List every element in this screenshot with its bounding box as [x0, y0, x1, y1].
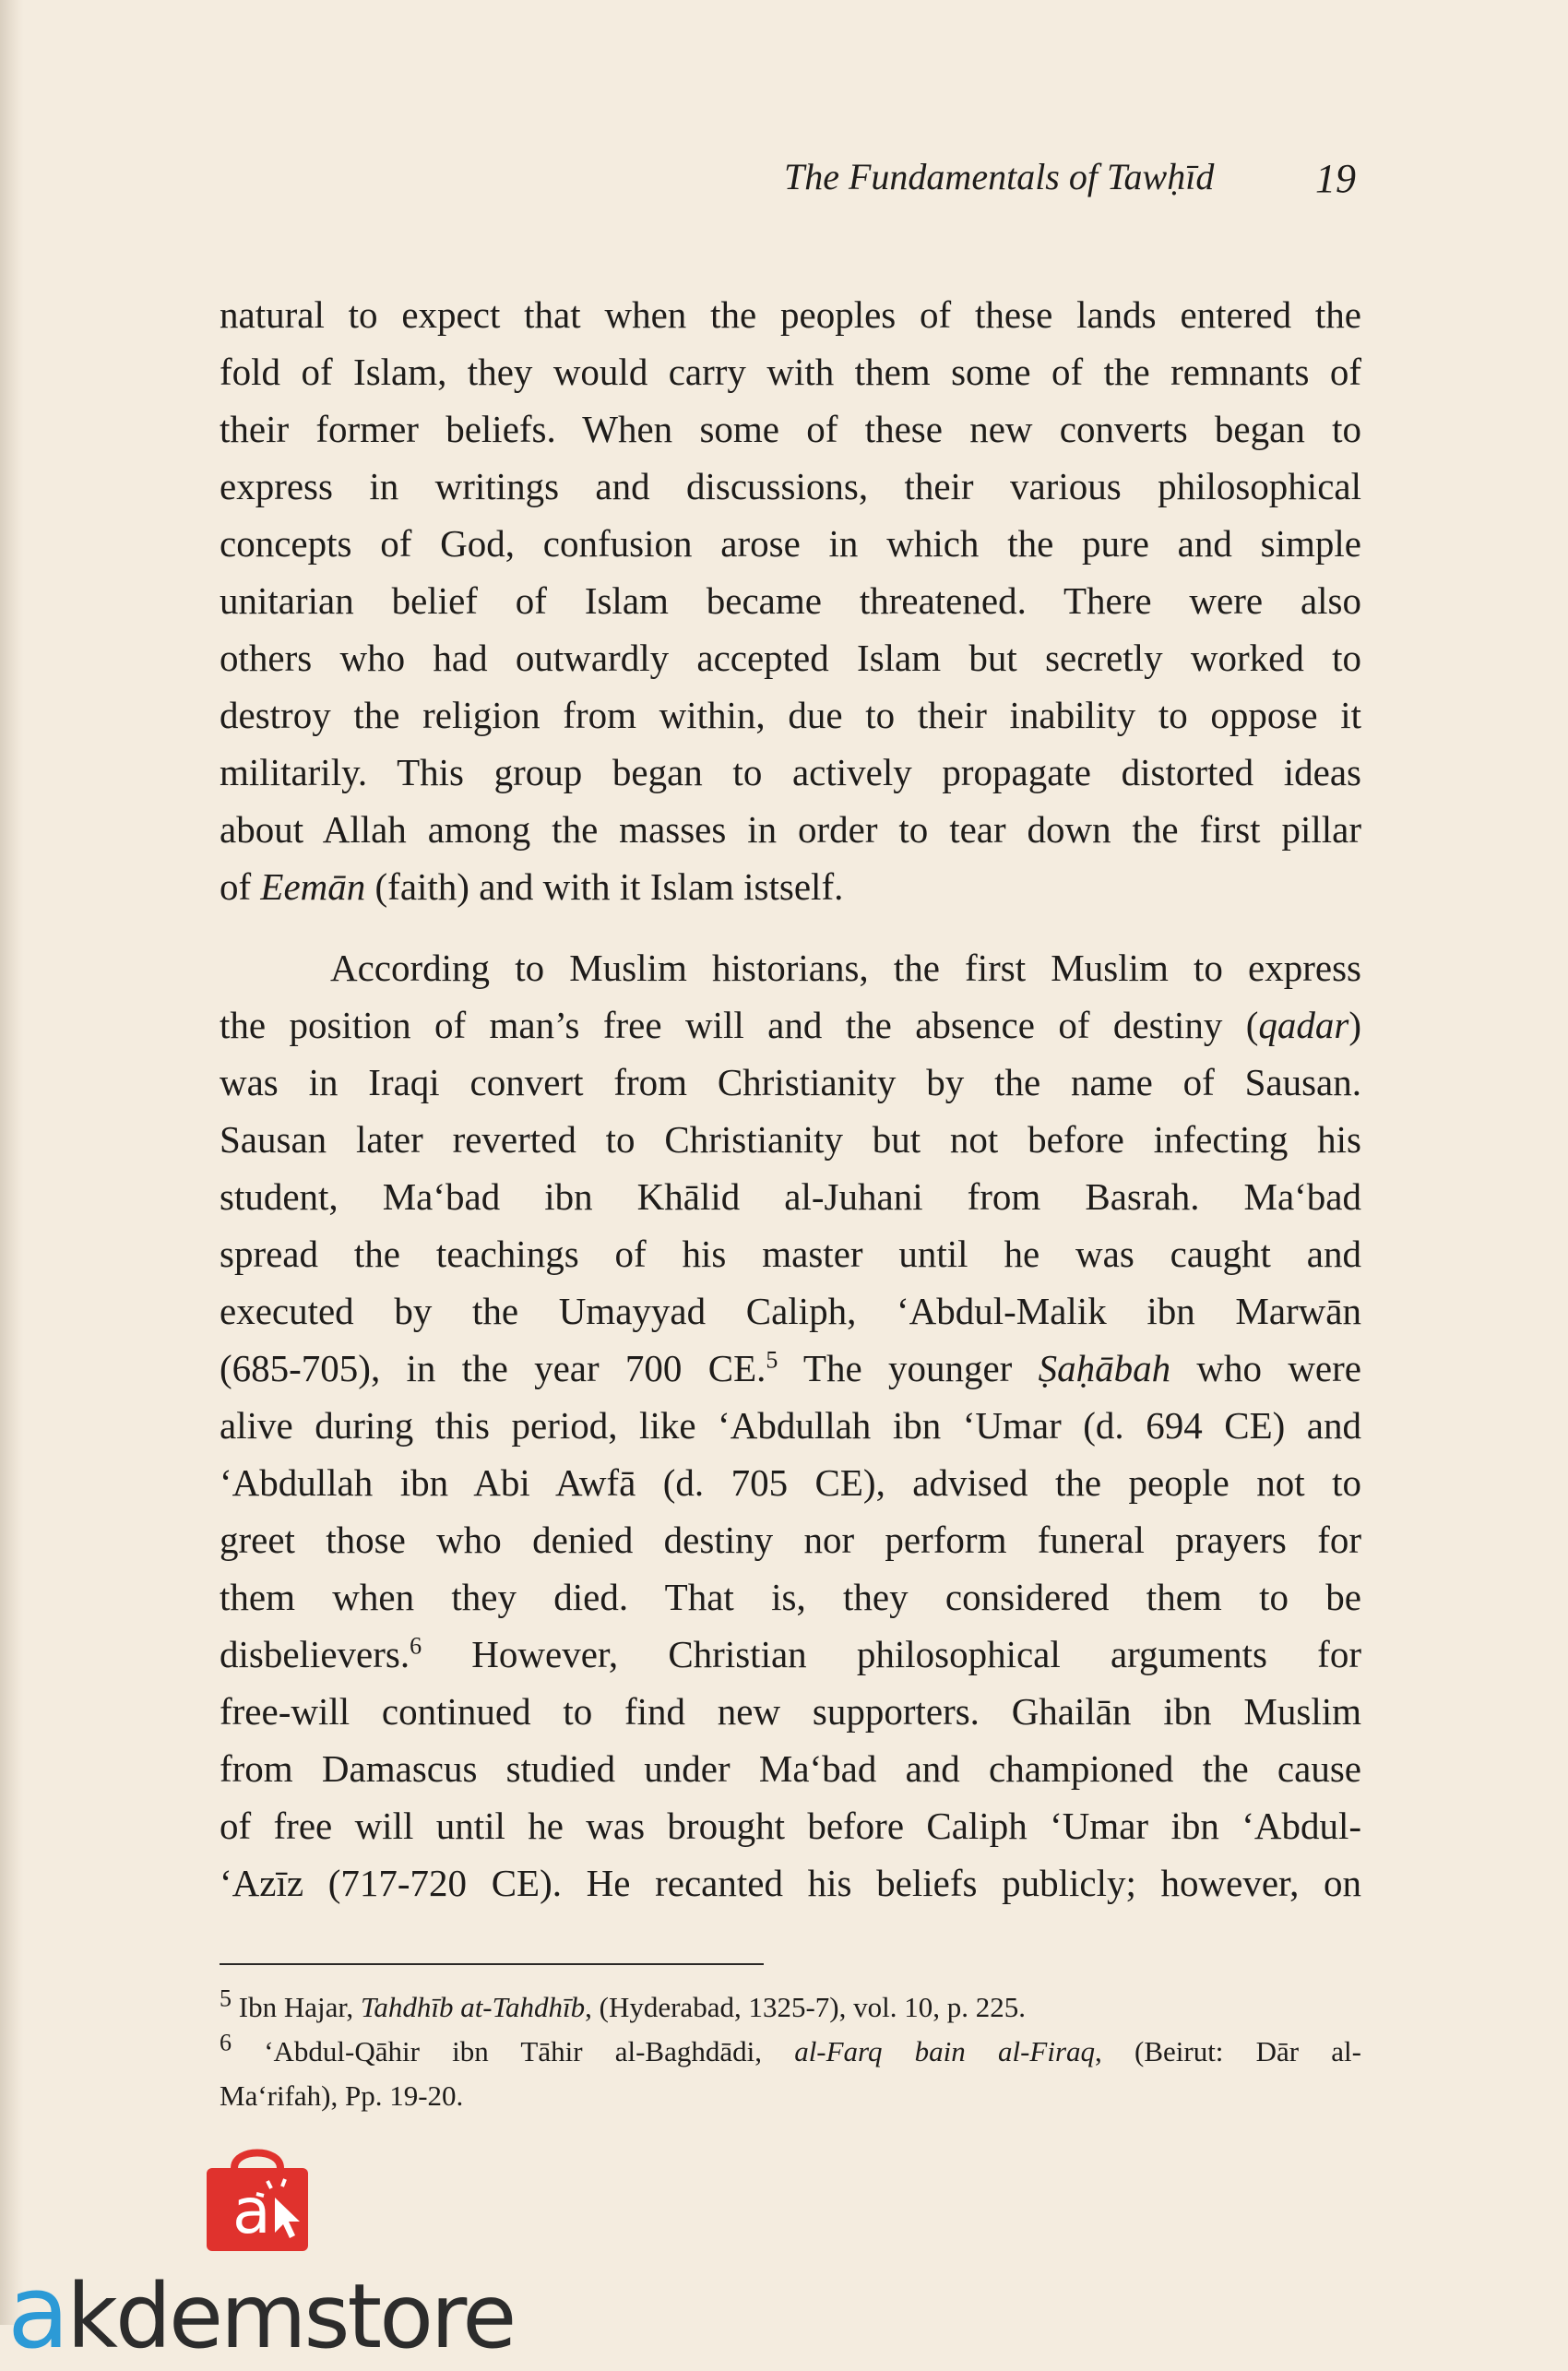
footnote-ref[interactable]: 6 [410, 1632, 422, 1660]
text-line: executed by the Umayyad Caliph, ‘Abdul-Malik ibn Marwān [220, 1290, 1361, 1332]
text-line [220, 1626, 1361, 1683]
text-line: of free will until he was brought before Caliph ‘Umar ibn ‘Abdul- [220, 1805, 1361, 1847]
footnote-separator [220, 1963, 764, 1965]
text-line: ‘Azīz (717-720 CE). He recanted his beliefs publicly; however, on [220, 1862, 1361, 1904]
running-title: The Fundamentals of Tawḥīd [784, 156, 1215, 197]
text-run: the position of man’s free will and the absence of destiny ( [220, 1004, 1259, 1046]
svg-text:a: a [232, 2175, 271, 2248]
italic-term: Eemān [260, 865, 366, 908]
text-line: was in Iraqi convert from Christianity by the name of Sausan. [220, 1061, 1361, 1103]
text-line: them when they died. That is, they considered them to be [220, 1576, 1361, 1618]
text-line: free-will continued to find new supporters. Ghailān ibn Muslim [220, 1690, 1361, 1733]
text-line: others who had outwardly accepted Islam but secretly worked to [220, 637, 1361, 679]
footnote-6 [220, 2030, 1361, 2074]
italic-title: al-Farq bain al-Firaq [794, 2035, 1096, 2067]
text-run: (faith) and with it Islam istself. [365, 865, 844, 908]
text-run: The younger [778, 1347, 1039, 1389]
text-line: Sausan later reverted to Christianity but not before infecting his [220, 1118, 1361, 1161]
footnote-ref[interactable]: 5 [766, 1346, 778, 1374]
text-line: natural to expect that when the peoples of these lands entered the [220, 293, 1361, 336]
text-line: According to Muslim historians, the first Muslim to express [330, 947, 1361, 989]
text-run: , (Hyderabad, 1325-7), vol. 10, p. 225. [585, 1991, 1026, 2023]
page-edge [0, 0, 24, 2325]
shopping-bag-icon [197, 2140, 317, 2256]
text-run: disbelievers. [220, 1633, 410, 1675]
text-line [220, 858, 1361, 915]
italic-term: Ṣaḥābah [1038, 1347, 1171, 1389]
akdemstore-watermark [7, 2140, 524, 2371]
italic-term: qadar [1258, 1004, 1349, 1046]
text-line: unitarian belief of Islam became threatened. There were also [220, 579, 1361, 622]
text-line: about Allah among the masses in order to tear down the first pillar [220, 808, 1361, 851]
footnote-6-continued: Ma‘rifah), Pp. 19-20. [220, 2079, 464, 2112]
footnote-5 [220, 1985, 1361, 2030]
text-line [220, 996, 1361, 1054]
running-header [784, 155, 1356, 210]
text-line: militarily. This group began to actively propagate distorted ideas [220, 751, 1361, 793]
text-run: ) [1348, 1004, 1361, 1046]
wordmark-a: a [7, 2253, 67, 2371]
italic-title: Tahdhīb at-Tahdhīb [360, 1991, 586, 2023]
text-line: destroy the religion from within, due to their inability to oppose it [220, 694, 1361, 736]
text-line: fold of Islam, they would carry with them some of the remnants of [220, 351, 1361, 393]
text-line: their former beliefs. When some of these new converts began to [220, 408, 1361, 450]
text-run: Ibn Hajar, [232, 1991, 361, 2023]
page-number: 19 [1315, 156, 1356, 201]
text-line [220, 1340, 1361, 1397]
paragraph-2 [220, 939, 1361, 1912]
text-run: However, Christian philosophical arguments for [422, 1633, 1361, 1675]
text-line: spread the teachings of his master until he was caught and [220, 1233, 1361, 1275]
wordmark-text: kdemstore [66, 2265, 515, 2368]
text-line: ‘Abdullah ibn Abi Awfā (d. 705 CE), advised the people not to [220, 1461, 1361, 1504]
brand-wordmark [7, 2253, 514, 2371]
footnotes [220, 1985, 1361, 2118]
text-run: of [220, 865, 261, 908]
text-line: alive during this period, like ‘Abdullah ibn ‘Umar (d. 694 CE) and [220, 1404, 1361, 1447]
footnote-number: 6 [220, 2029, 232, 2056]
text-line: greet those who denied destiny nor perform funeral prayers for [220, 1519, 1361, 1561]
paragraph-1 [220, 286, 1361, 915]
text-line: student, Ma‘bad ibn Khālid al-Juhani from Basrah. Ma‘bad [220, 1175, 1361, 1218]
text-line: concepts of God, confusion arose in which the pure and simple [220, 522, 1361, 565]
footnote-number: 5 [220, 1984, 232, 2012]
text-run: (685-705), in the year 700 CE. [220, 1347, 766, 1389]
text-run: ‘Abdul-Qāhir ibn Tāhir al-Baghdādi, [232, 2035, 795, 2067]
text-line: from Damascus studied under Ma‘bad and championed the cause [220, 1747, 1361, 1790]
text-run: who were [1170, 1347, 1361, 1389]
text-run: , (Beirut: Dār al- [1095, 2035, 1361, 2067]
text-line: express in writings and discussions, their various philosophical [220, 465, 1361, 507]
